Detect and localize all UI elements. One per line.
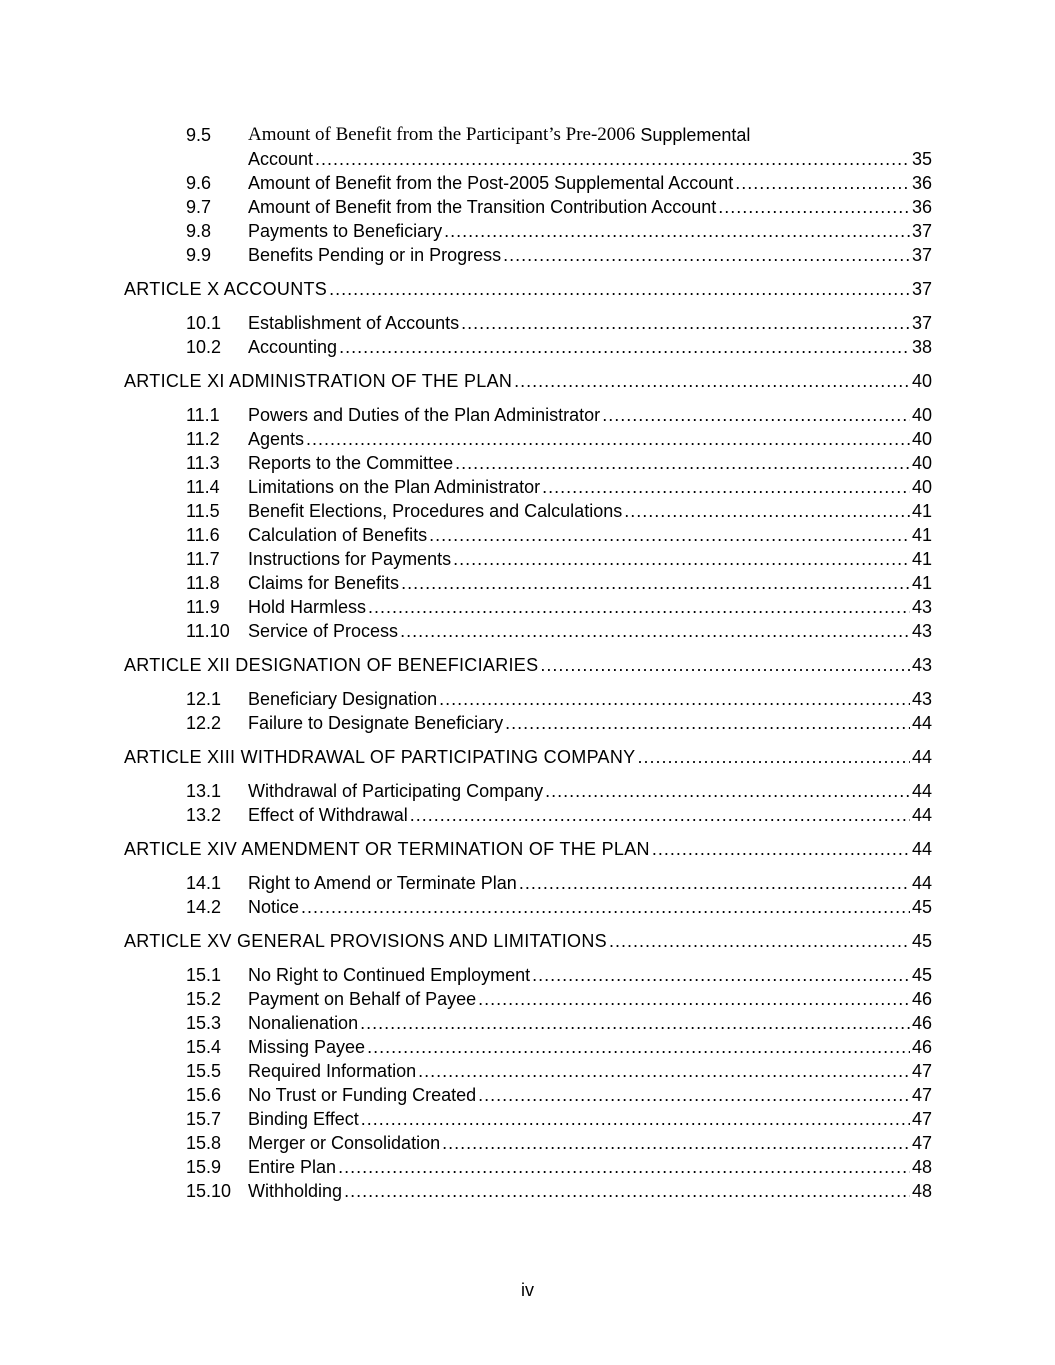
toc-entry[interactable]: [124, 711, 932, 735]
toc-entry-title: Binding Effect: [248, 1109, 359, 1129]
leader-dots: [429, 523, 910, 547]
toc-entry-page: 44: [911, 873, 932, 893]
toc-entry-title: Withdrawal of Participating Company: [248, 781, 544, 801]
toc-entry-number: 15.10: [186, 1181, 232, 1201]
toc-entry[interactable]: [124, 1011, 932, 1035]
toc-group-10: [124, 311, 932, 359]
toc-entry[interactable]: [124, 1059, 932, 1083]
toc-article-x[interactable]: [124, 277, 932, 301]
toc-entry-number: 11.9: [186, 597, 220, 617]
toc-entry-title: Right to Amend or Terminate Plan: [248, 873, 517, 893]
leader-dots: [453, 547, 910, 571]
toc-entry[interactable]: [124, 1155, 932, 1179]
toc-entry-number: 12.1: [186, 689, 222, 709]
toc-entry-number: 11.8: [186, 573, 220, 593]
toc-entry-page: 44: [911, 713, 932, 733]
toc-entry-number: 15.8: [186, 1133, 222, 1153]
toc-entry-title: Claims for Benefits: [248, 573, 400, 593]
toc-entry-page: 41: [911, 501, 932, 521]
toc-entry-title: Hold Harmless: [248, 597, 367, 617]
toc-entry[interactable]: [124, 595, 932, 619]
toc-entry-page: 43: [911, 621, 932, 641]
toc-entry[interactable]: [124, 963, 932, 987]
toc-entry[interactable]: [124, 1107, 932, 1131]
toc-group-12: [124, 687, 932, 735]
toc-entry-page: 37: [911, 313, 932, 333]
leader-dots: [338, 1155, 910, 1179]
leader-dots: [735, 171, 910, 195]
toc-article-title: ARTICLE XV GENERAL PROVISIONS AND LIMITATIONS: [124, 931, 607, 951]
leader-dots: [360, 1011, 910, 1035]
leader-dots: [418, 1059, 910, 1083]
table-of-contents: [124, 123, 932, 1203]
toc-entry-9-5[interactable]: [124, 123, 932, 147]
toc-entry-page: 43: [911, 655, 932, 675]
toc-entry-page: 44: [911, 781, 932, 801]
toc-entry-title: Effect of Withdrawal: [248, 805, 408, 825]
toc-entry[interactable]: [124, 1035, 932, 1059]
leader-dots: [514, 369, 910, 393]
toc-entry[interactable]: [124, 475, 932, 499]
toc-entry-title: Reports to the Committee: [248, 453, 454, 473]
toc-entry[interactable]: [124, 803, 932, 827]
toc-entry[interactable]: [124, 687, 932, 711]
toc-entry-page: 46: [911, 1013, 932, 1033]
toc-entry-title: Withholding: [248, 1181, 343, 1201]
toc-entry-number: 11.10: [186, 621, 230, 641]
leader-dots: [439, 687, 910, 711]
toc-entry[interactable]: [124, 335, 932, 359]
toc-entry-number: 9.9: [186, 245, 212, 265]
toc-entry-title: No Trust or Funding Created: [248, 1085, 477, 1105]
toc-entry-page: 37: [911, 279, 932, 299]
toc-entry-title-part: Supplemental: [635, 125, 751, 145]
leader-dots: [301, 895, 910, 919]
toc-article-xii[interactable]: [124, 653, 932, 677]
toc-entry-title: Amount of Benefit from the Transition Contribution Account: [248, 197, 717, 217]
leader-dots: [344, 1179, 910, 1203]
leader-dots: [339, 335, 910, 359]
leader-dots: [368, 595, 910, 619]
toc-entry-number: 9.6: [186, 173, 212, 193]
toc-entry[interactable]: [124, 243, 932, 267]
leader-dots: [401, 571, 910, 595]
toc-entry-number: 11.4: [186, 477, 220, 497]
leader-dots: [315, 147, 910, 171]
toc-entry[interactable]: [124, 427, 932, 451]
toc-entry-number: 9.8: [186, 221, 212, 241]
toc-entry-number: 11.5: [186, 501, 220, 521]
toc-entry-number: 15.3: [186, 1013, 222, 1033]
toc-entry-number: 14.1: [186, 873, 222, 893]
toc-entry[interactable]: [124, 219, 932, 243]
page-footer-number: iv: [521, 1280, 534, 1300]
toc-entry-page: 45: [911, 897, 932, 917]
toc-article-title: ARTICLE X ACCOUNTS: [124, 279, 328, 299]
toc-entry-number: 14.2: [186, 897, 222, 917]
toc-entry-page: 40: [911, 405, 932, 425]
leader-dots: [652, 837, 910, 861]
toc-entry-title: Missing Payee: [248, 1037, 366, 1057]
leader-dots: [602, 403, 910, 427]
toc-entry[interactable]: [124, 311, 932, 335]
toc-entry-page: 43: [911, 689, 932, 709]
toc-entry-number: 15.9: [186, 1157, 222, 1177]
toc-entry-page: 40: [911, 453, 932, 473]
leader-dots: [455, 451, 910, 475]
leader-dots: [442, 1131, 910, 1155]
leader-dots: [503, 243, 910, 267]
toc-entry-title: Instructions for Payments: [248, 549, 452, 569]
leader-dots: [718, 195, 910, 219]
toc-entry-page: 45: [911, 931, 932, 951]
leader-dots: [444, 219, 910, 243]
leader-dots: [329, 277, 910, 301]
toc-entry-title: Benefits Pending or in Progress: [248, 245, 502, 265]
toc-article-title: ARTICLE XIV AMENDMENT OR TERMINATION OF THE PLAN: [124, 839, 650, 859]
toc-entry-page: 44: [911, 747, 932, 767]
toc-article-title: ARTICLE XII DESIGNATION OF BENEFICIARIES: [124, 655, 539, 675]
toc-entry-page: 41: [911, 549, 932, 569]
toc-article-xv[interactable]: [124, 929, 932, 953]
toc-entry[interactable]: [124, 1179, 932, 1203]
toc-entry-number: 11.7: [186, 549, 220, 569]
toc-entry-page: 36: [911, 173, 932, 193]
toc-entry-number: 15.5: [186, 1061, 222, 1081]
toc-entry-page: 40: [911, 429, 932, 449]
toc-article-xiv[interactable]: [124, 837, 932, 861]
toc-entry[interactable]: [124, 451, 932, 475]
leader-dots: [542, 475, 910, 499]
toc-entry-number: 15.7: [186, 1109, 222, 1129]
toc-entry-page: 41: [911, 525, 932, 545]
toc-entry-title: Powers and Duties of the Plan Administrator: [248, 405, 601, 425]
toc-entry-title: Account: [248, 149, 314, 169]
toc-entry-title: Limitations on the Plan Administrator: [248, 477, 541, 497]
toc-entry-title: Nonalienation: [248, 1013, 359, 1033]
toc-entry-page: 37: [911, 221, 932, 241]
toc-entry[interactable]: [124, 571, 932, 595]
toc-entry-page: 41: [911, 573, 932, 593]
toc-entry[interactable]: [124, 1131, 932, 1155]
toc-entry-number: 15.1: [186, 965, 222, 985]
leader-dots: [637, 745, 910, 769]
toc-entry-title: Beneficiary Designation: [248, 689, 438, 709]
toc-entry-page: 47: [911, 1085, 932, 1105]
leader-dots: [410, 803, 910, 827]
toc-entry-page: 38: [911, 337, 932, 357]
toc-entry-number: 13.2: [186, 805, 222, 825]
toc-entry-title: Merger or Consolidation: [248, 1133, 441, 1153]
toc-group-13: [124, 779, 932, 827]
toc-entry-page: 35: [911, 149, 932, 169]
leader-dots: [306, 427, 910, 451]
toc-entry-number: 11.2: [186, 429, 220, 449]
toc-entry-number: 9.7: [186, 197, 212, 217]
toc-entry-title: Accounting: [248, 337, 338, 357]
toc-entry-title: Required Information: [248, 1061, 417, 1081]
leader-dots: [367, 1035, 910, 1059]
toc-entry[interactable]: [124, 779, 932, 803]
toc-entry-number: 15.4: [186, 1037, 222, 1057]
toc-entry-page: 37: [911, 245, 932, 265]
toc-entry-page: 48: [911, 1157, 932, 1177]
toc-entry[interactable]: [124, 619, 932, 643]
leader-dots: [519, 871, 910, 895]
toc-entry-page: 46: [911, 989, 932, 1009]
leader-dots: [478, 987, 910, 1011]
leader-dots: [540, 653, 910, 677]
toc-entry-page: 40: [911, 371, 932, 391]
toc-entry-page: 47: [911, 1109, 932, 1129]
toc-entry[interactable]: [124, 403, 932, 427]
toc-entry[interactable]: [124, 1083, 932, 1107]
toc-entry-page: 45: [911, 965, 932, 985]
leader-dots: [478, 1083, 910, 1107]
toc-entry-title: Failure to Designate Beneficiary: [248, 713, 504, 733]
leader-dots: [505, 711, 910, 735]
toc-entry-title: Notice: [248, 897, 300, 917]
toc-entry[interactable]: [124, 871, 932, 895]
toc-entry[interactable]: [124, 195, 932, 219]
toc-entry-number: 13.1: [186, 781, 222, 801]
toc-entry-number: 15.6: [186, 1085, 222, 1105]
toc-article-title: ARTICLE XIII WITHDRAWAL OF PARTICIPATING COMPANY: [124, 747, 636, 767]
toc-entry-title: Establishment of Accounts: [248, 313, 460, 333]
toc-entry-page: 44: [911, 805, 932, 825]
leader-dots: [400, 619, 910, 643]
toc-entry[interactable]: [124, 987, 932, 1011]
toc-entry-number: 15.2: [186, 989, 222, 1009]
toc-entry-number: 9.5: [186, 125, 212, 145]
toc-entry-title: Payments to Beneficiary: [248, 221, 443, 241]
leader-dots: [624, 499, 910, 523]
toc-entry-page: 43: [911, 597, 932, 617]
leader-dots: [545, 779, 910, 803]
toc-entry-9-5-cont[interactable]: [124, 147, 932, 171]
toc-entry-page: 44: [911, 839, 932, 859]
toc-entry-title: Agents: [248, 429, 305, 449]
toc-entry[interactable]: [124, 171, 932, 195]
toc-group-9: [124, 171, 932, 267]
leader-dots: [609, 929, 910, 953]
toc-entry[interactable]: [124, 523, 932, 547]
toc-entry-title: Service of Process: [248, 621, 399, 641]
toc-article-xiii[interactable]: [124, 745, 932, 769]
toc-entry-page: 40: [911, 477, 932, 497]
toc-entry[interactable]: [124, 499, 932, 523]
leader-dots: [532, 963, 910, 987]
toc-entry[interactable]: [124, 895, 932, 919]
toc-entry-number: 11.1: [186, 405, 220, 425]
toc-entry-number: 10.2: [186, 337, 222, 357]
leader-dots: [361, 1107, 910, 1131]
toc-entry-title-part: Amount of Benefit from the Participant’s Pre-2006: [248, 124, 636, 145]
toc-entry-page: 47: [911, 1133, 932, 1153]
toc-entry-number: 11.6: [186, 525, 220, 545]
toc-group-14: [124, 871, 932, 919]
toc-entry-page: 47: [911, 1061, 932, 1081]
toc-entry-title: Payment on Behalf of Payee: [248, 989, 477, 1009]
toc-group-11: [124, 403, 932, 643]
toc-entry-title: Amount of Benefit from the Post-2005 Supplemental Account: [248, 173, 734, 193]
toc-entry-page: 46: [911, 1037, 932, 1057]
toc-article-xi[interactable]: [124, 369, 932, 393]
toc-entry-title: Calculation of Benefits: [248, 525, 428, 545]
toc-entry-title: Entire Plan: [248, 1157, 337, 1177]
toc-group-15: [124, 963, 932, 1203]
toc-entry-number: 11.3: [186, 453, 220, 473]
toc-entry-page: 48: [911, 1181, 932, 1201]
toc-entry-title: No Right to Continued Employment: [248, 965, 531, 985]
toc-article-title: ARTICLE XI ADMINISTRATION OF THE PLAN: [124, 371, 513, 391]
toc-entry-page: 36: [911, 197, 932, 217]
toc-entry-title: Benefit Elections, Procedures and Calculations: [248, 501, 623, 521]
toc-entry[interactable]: [124, 547, 932, 571]
toc-entry-number: 12.2: [186, 713, 222, 733]
leader-dots: [461, 311, 910, 335]
toc-entry-number: 10.1: [186, 313, 222, 333]
